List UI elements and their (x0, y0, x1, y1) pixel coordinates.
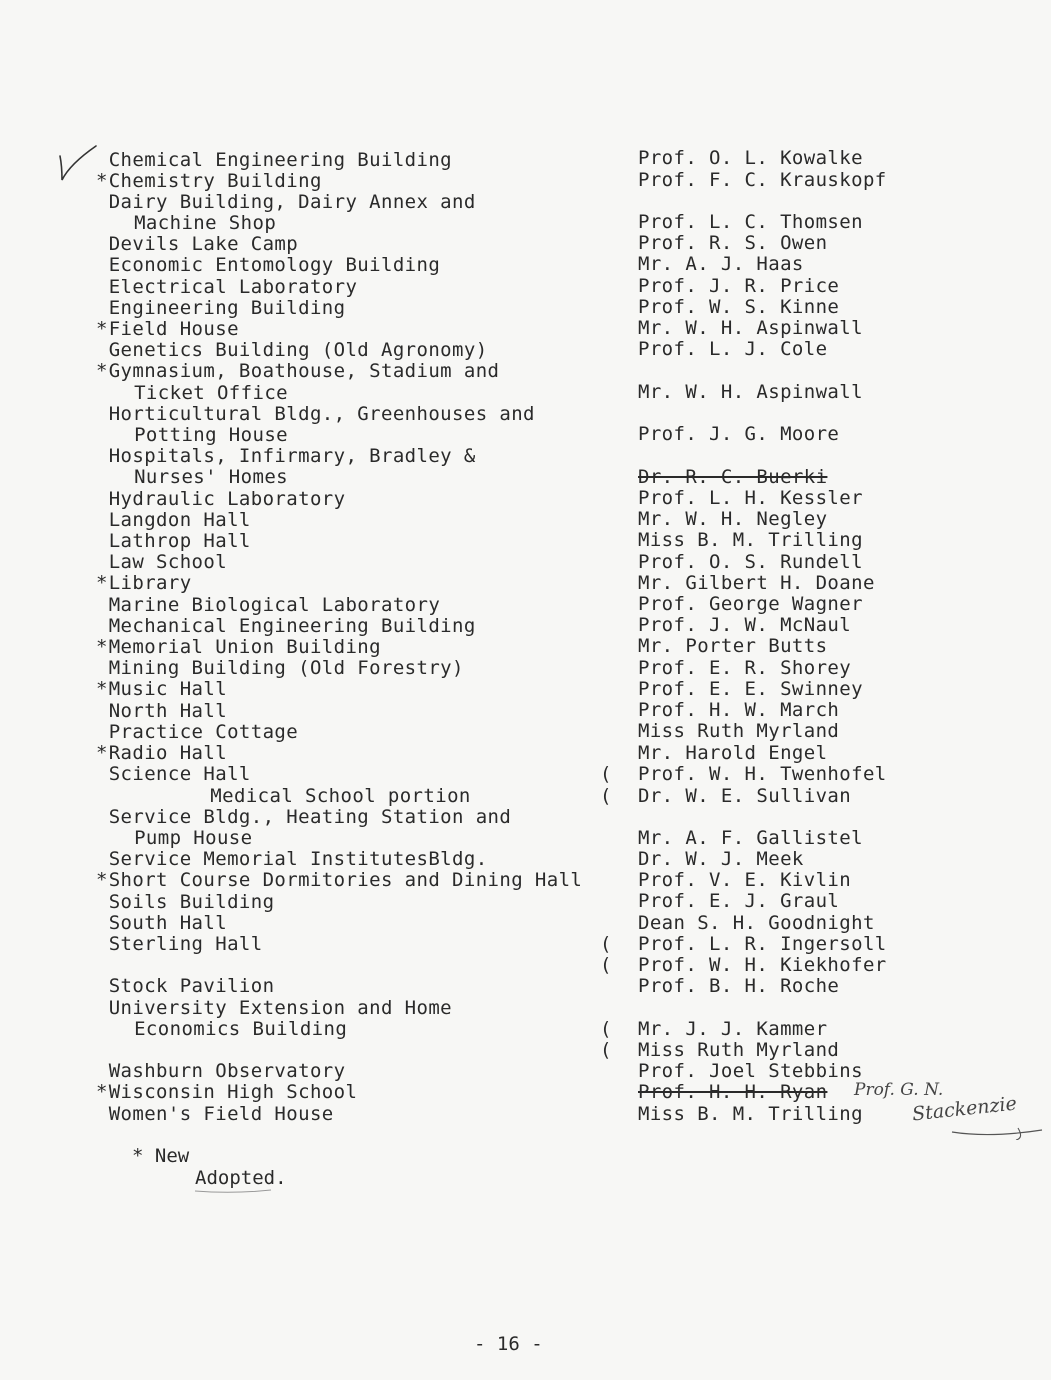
building-name: Practice Cottage (108, 721, 299, 743)
building-name: Dairy Building, Dairy Annex and (108, 191, 476, 213)
building-name: Hydraulic Laboratory (108, 488, 346, 510)
new-marker: * (96, 742, 108, 764)
building-name: South Hall (108, 912, 228, 934)
building-name: Memorial Union Building (108, 636, 381, 658)
building-name: Service Memorial InstitutesBldg. (108, 848, 488, 870)
custodian-name: Prof. W. H. Twenhofel (638, 763, 887, 785)
building-name: Economic Entomology Building (108, 254, 441, 276)
custodian-name-struck: Prof. H. H. Ryan (638, 1081, 828, 1103)
custodian-name: Mr. Gilbert H. Doane (638, 572, 875, 594)
custodian-name: Prof. L. H. Kessler (638, 487, 863, 509)
bracket-mark: ( (600, 1018, 612, 1040)
custodian-name: Prof. F. C. Krauskopf (638, 169, 887, 191)
custodian-name: Mr. W. H. Aspinwall (638, 317, 863, 339)
custodian-name: Dr. W. E. Sullivan (638, 785, 852, 807)
custodian-name: Prof. R. S. Owen (638, 232, 828, 254)
building-name: Wisconsin High School (108, 1081, 358, 1103)
footnote-adopted: Adopted. (195, 1167, 287, 1189)
custodian-name: Prof. H. W. March (638, 699, 840, 721)
new-marker: * (96, 318, 108, 340)
building-name: Economics Building (134, 1018, 348, 1040)
bracket-mark: ( (600, 933, 612, 955)
custodian-name: Prof. W. S. Kinne (638, 296, 840, 318)
custodian-name: Prof. L. J. Cole (638, 338, 828, 360)
building-name: Sterling Hall (108, 933, 263, 955)
building-name: Genetics Building (Old Agronomy) (108, 339, 488, 361)
custodian-name: Prof. W. H. Kiekhofer (638, 954, 887, 976)
custodian-name: Mr. W. H. Aspinwall (638, 381, 863, 403)
custodian-name: Prof. Joel Stebbins (638, 1060, 863, 1082)
building-name: Ticket Office (134, 382, 289, 404)
building-name: Library (108, 572, 192, 594)
custodian-name: Prof. E. J. Graul (638, 890, 840, 912)
building-name: Radio Hall (108, 742, 228, 764)
building-name: Law School (108, 551, 228, 573)
custodian-name: Mr. A. J. Haas (638, 253, 804, 275)
custodian-name-struck: Dr. R. C. Buerki (638, 466, 828, 488)
custodian-name: Miss B. M. Trilling (638, 529, 863, 551)
handwritten-annotation-line-1: Prof. G. N. (854, 1080, 944, 1100)
building-name: Devils Lake Camp (108, 233, 299, 255)
custodian-name: Mr. Porter Butts (638, 635, 828, 657)
building-name: Engineering Building (108, 297, 346, 319)
building-name: Science Hall (108, 763, 251, 785)
building-name: Women's Field House (108, 1103, 334, 1125)
building-name: Nurses' Homes (134, 466, 289, 488)
bracket-mark: ( (600, 954, 612, 976)
new-marker: * (96, 636, 108, 658)
custodian-name: Miss Ruth Myrland (638, 1039, 840, 1061)
building-name: Chemistry Building (108, 170, 322, 192)
building-name: Mechanical Engineering Building (108, 615, 476, 637)
building-name: Field House (108, 318, 239, 340)
footnote-new: * New (132, 1145, 190, 1167)
custodian-name: Prof. J. G. Moore (638, 423, 840, 445)
handwritten-annotation-line-2: Stackenzie (911, 1092, 1018, 1126)
building-name: Washburn Observatory (108, 1060, 346, 1082)
new-marker: * (96, 1081, 108, 1103)
building-name: University Extension and Home (108, 997, 453, 1019)
building-name: Pump House (134, 827, 253, 849)
bracket-mark: ( (600, 785, 612, 807)
new-marker: * (96, 360, 108, 382)
building-name: Potting House (134, 424, 289, 446)
custodian-name: Prof. V. E. Kivlin (638, 869, 852, 891)
building-name: Soils Building (108, 891, 275, 913)
bracket-mark: ( (600, 1039, 612, 1061)
custodian-name: Prof. L. R. Ingersoll (638, 933, 887, 955)
adopted-underline (193, 1188, 273, 1194)
building-name: Service Bldg., Heating Station and (108, 806, 512, 828)
building-name: Hospitals, Infirmary, Bradley & (108, 445, 476, 467)
building-name: Gymnasium, Boathouse, Stadium and (108, 360, 500, 382)
building-name: Lathrop Hall (108, 530, 251, 552)
new-marker: * (96, 678, 108, 700)
custodian-name: Prof. George Wagner (638, 593, 863, 615)
new-marker: * (96, 170, 108, 192)
custodian-name: Prof. J. R. Price (638, 275, 840, 297)
new-marker: * (96, 869, 108, 891)
custodian-name: Prof. O. L. Kowalke (638, 147, 863, 169)
custodian-name: Prof. E. E. Swinney (638, 678, 863, 700)
building-name: Mining Building (Old Forestry) (108, 657, 464, 679)
building-name: Horticultural Bldg., Greenhouses and (108, 403, 535, 425)
building-name: Electrical Laboratory (108, 276, 358, 298)
bracket-mark: ( (600, 763, 612, 785)
custodian-name: Dr. W. J. Meek (638, 848, 804, 870)
custodian-name: Mr. J. J. Kammer (638, 1018, 828, 1040)
building-name: Chemical Engineering Building (108, 149, 453, 171)
building-name: Medical School portion (210, 785, 471, 807)
building-name: Music Hall (108, 678, 228, 700)
building-name: Marine Biological Laboratory (108, 594, 441, 616)
building-name: Short Course Dormitories and Dining Hall (108, 869, 583, 891)
page-number: - 16 - (474, 1333, 543, 1355)
building-name: Stock Pavilion (108, 975, 275, 997)
custodian-name: Mr. W. H. Negley (638, 508, 828, 530)
custodian-name: Prof. B. H. Roche (638, 975, 840, 997)
custodian-name: Prof. E. R. Shorey (638, 657, 852, 679)
custodian-name: Mr. A. F. Gallistel (638, 827, 863, 849)
building-name: Machine Shop (134, 212, 277, 234)
building-name: North Hall (108, 700, 228, 722)
custodian-name: Mr. Harold Engel (638, 742, 828, 764)
new-marker: * (96, 572, 108, 594)
custodian-name: Prof. L. C. Thomsen (638, 211, 863, 233)
custodian-name: Prof. O. S. Rundell (638, 551, 863, 573)
custodian-name: Miss Ruth Myrland (638, 720, 840, 742)
building-name: Langdon Hall (108, 509, 251, 531)
handwritten-underline (950, 1118, 1045, 1140)
custodian-name: Dean S. H. Goodnight (638, 912, 875, 934)
custodian-name: Miss B. M. Trilling (638, 1103, 863, 1125)
custodian-name: Prof. J. W. McNaul (638, 614, 852, 636)
